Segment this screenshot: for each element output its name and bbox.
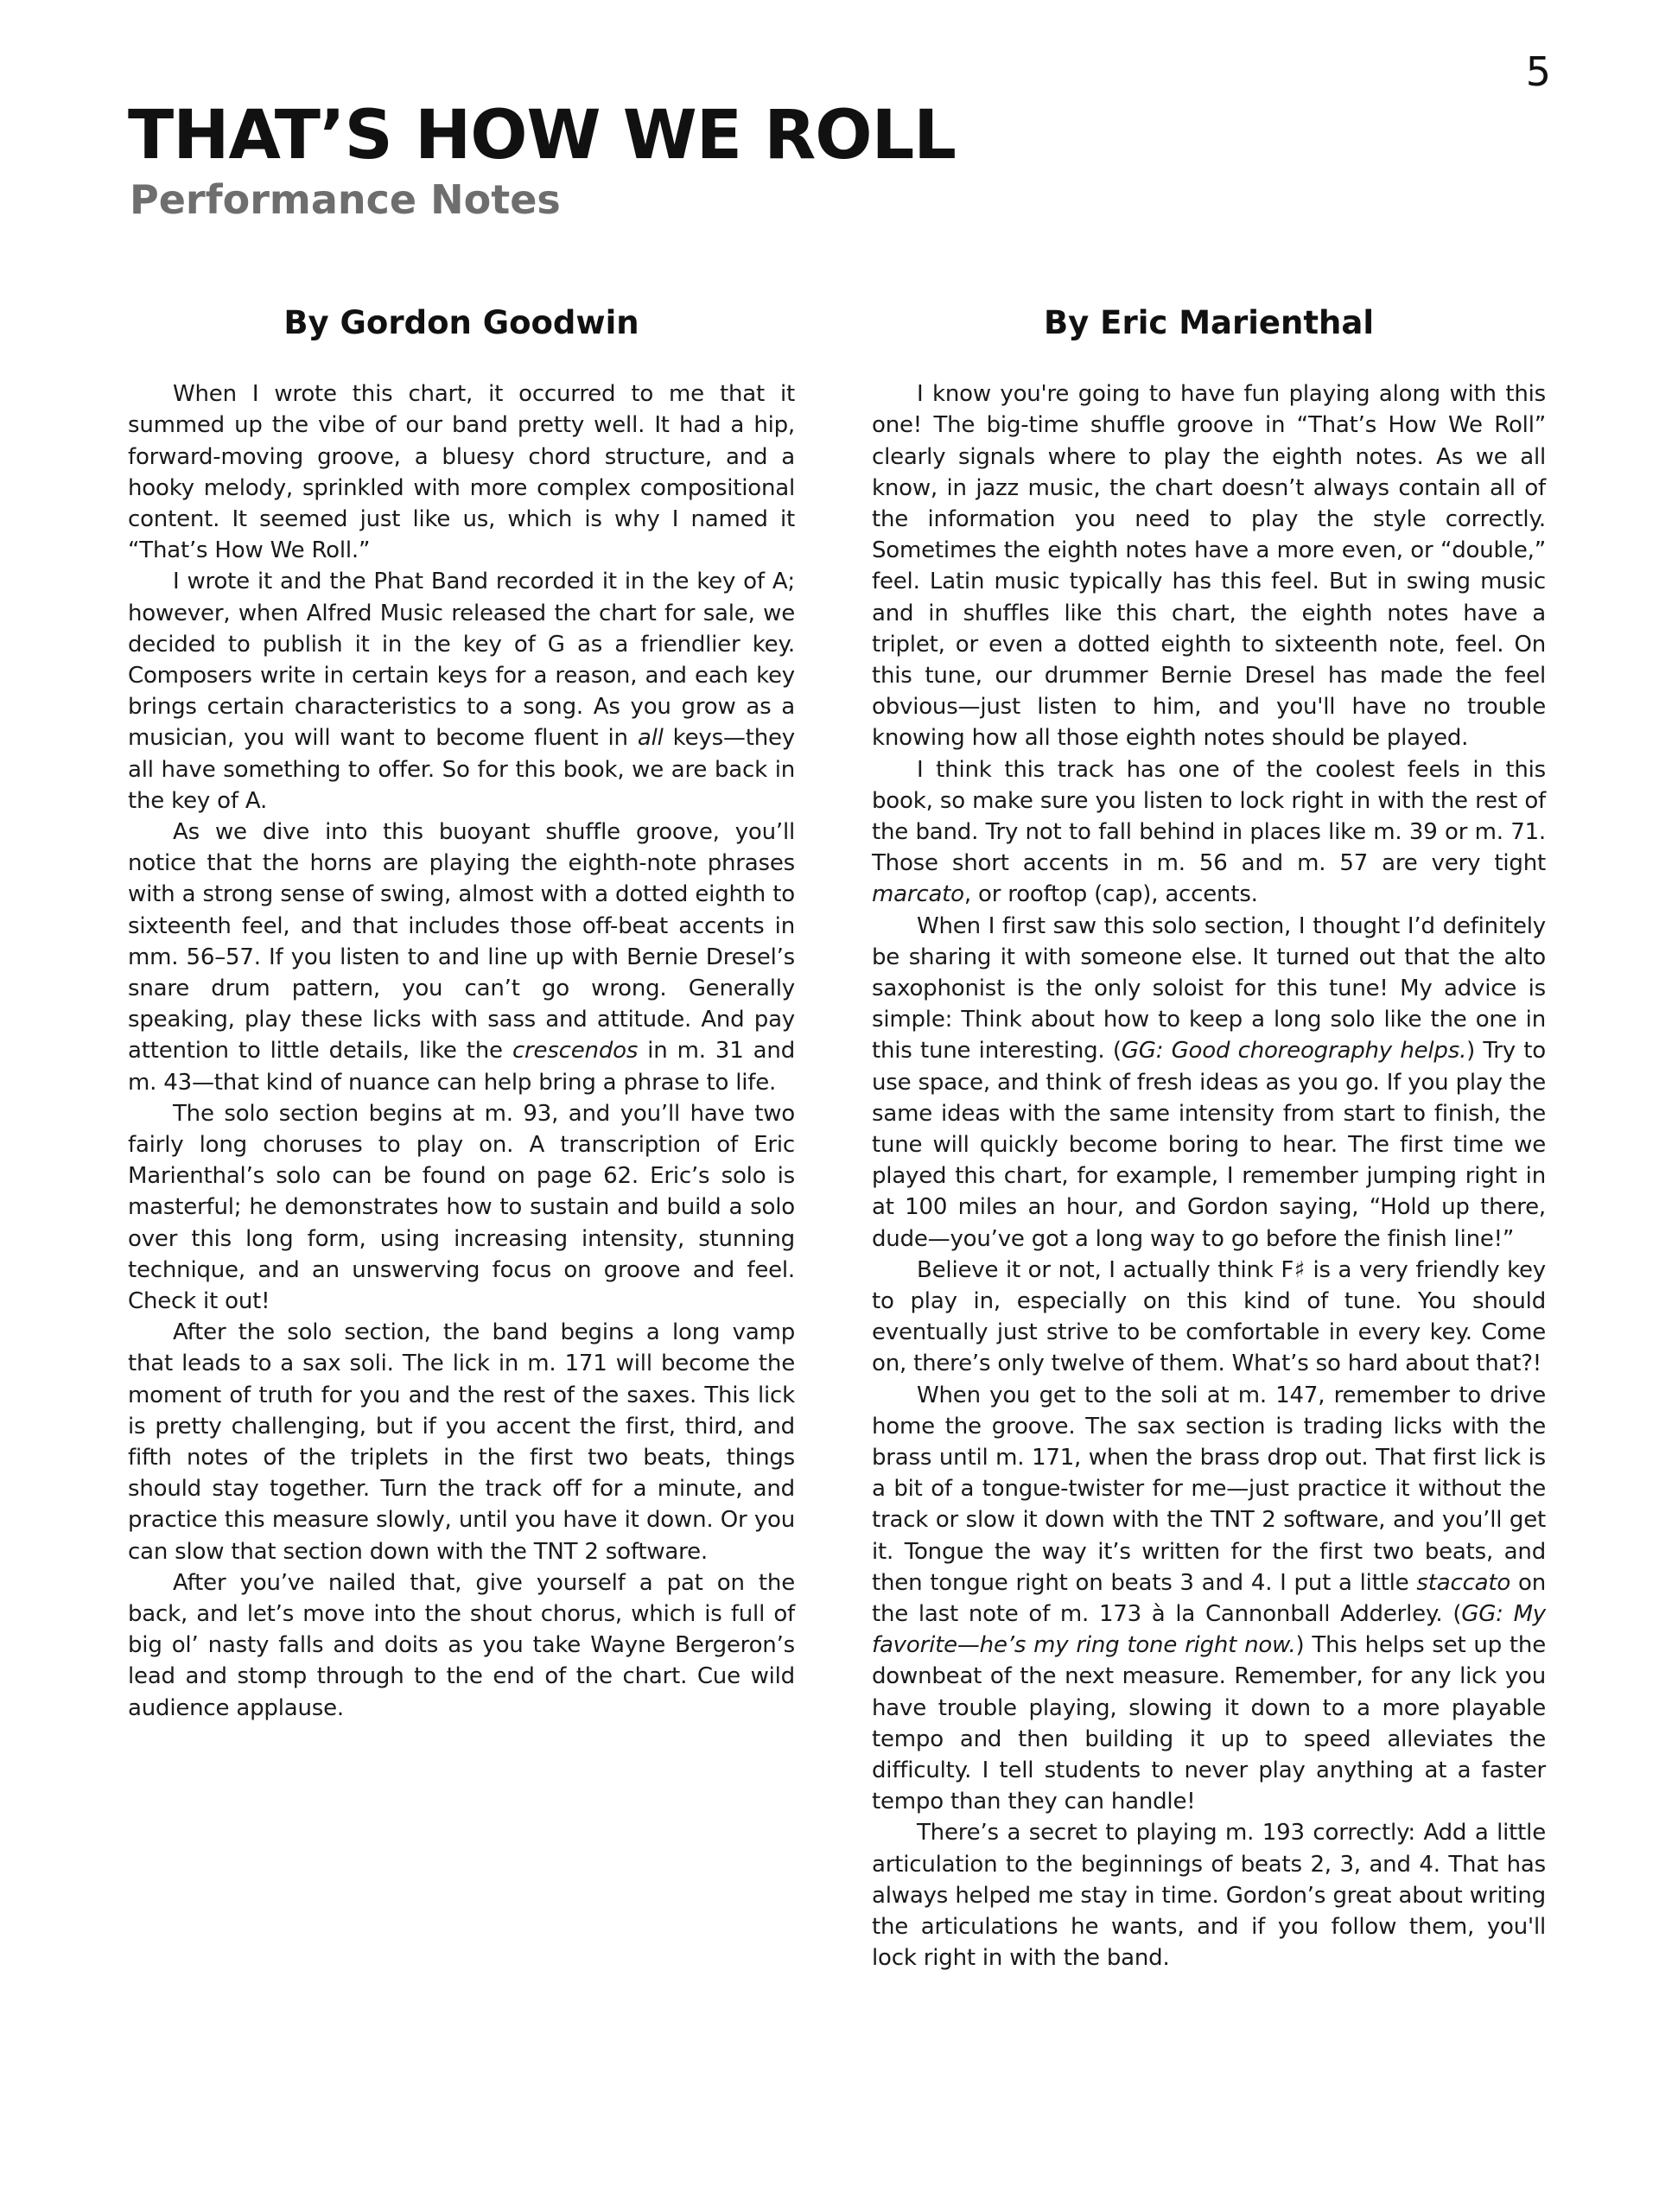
paragraph: There’s a secret to playing m. 193 correctly: Add a little articulation to the beginnings of beats 2, 3, and 4. That has always helped me stay in time. Gordon’s great about writing the articulations he wants, and if you follow them, you'll lock right in with the band. [872, 1820, 1546, 1972]
italic-text: GG: My favorite—he’s my ring tone right now. [872, 1601, 1546, 1659]
italic-text: staccato [1416, 1569, 1511, 1596]
paragraph: When I wrote this chart, it occurred to me that it summed up the vibe of our band pretty well. It had a hip, forward-moving groove, a bluesy chord structure, and a hooky melody, sprinkled with more complex compositional content. It seemed just like us, which is why I named it “That’s How We Roll.” [128, 381, 795, 564]
page-title: THAT’S HOW WE ROLL [128, 97, 956, 175]
page-number: 5 [1525, 48, 1552, 95]
right-column-body [872, 378, 1546, 1974]
paragraph: After the solo section, the band begins a long vamp that leads to a sax soli. The lick in m. 171 will become the moment of truth for you and the rest of the saxes. This lick is pretty challenging, but if you accent the first, third, and fifth notes of the triplets in the first two beats, things should stay together. Turn the track off for a minute, and practice this measure slowly, until you have it down. Or you can slow that section down with the TNT 2 software. [128, 1319, 795, 1565]
paragraph: As we dive into this buoyant shuffle groove, you’ll notice that the horns are playing the eighth-note phrases with a strong sense of swing, almost with a dotted eighth to sixteenth feel, and that includes those off-beat accents in mm. 56–57. If you listen to and line up with Bernie Dresel’s snare drum pattern, you can’t go wrong. Generally speaking, play these licks with sass and attitude. And pay attention to little details, like the crescendos in m. 31 and m. 43—that kind of nuance can help bring a phrase to life. [128, 818, 795, 1096]
left-column-body [128, 378, 795, 1724]
page-subtitle: Performance Notes [130, 176, 561, 223]
paragraph: Believe it or not, I actually think F♯ is a very friendly key to play in, especially on this kind of tune. You should eventually just strive to be comfortable in every key. Come on, there’s only twelve of them. What’s so hard about that?! [872, 1256, 1546, 1377]
byline-gordon-goodwin: By Gordon Goodwin [283, 304, 639, 341]
paragraph: I think this track has one of the coolest feels in this book, so make sure you listen to lock right in with the rest of the band. Try not to fall behind in places like m. 39 or m. 71. Those short accents in m. 56 and m. 57 are very tight marcato, or rooftop (cap), accents. [872, 756, 1546, 908]
paragraph: When I first saw this solo section, I thought I’d definitely be sharing it with someone else. It turned out that the alto saxophonist is the only soloist for this tune! My advice is simple: Think about how to keep a long solo like the one in this tune interesting. (GG: Good choreography helps.) Try to use space, and think of fresh ideas as you go. If you play the same ideas with the same intensity from start to finish, the tune will quickly become boring to hear. The first time we played this chart, for example, I remember jumping right in at 100 miles an hour, and Gordon saying, “Hold up there, dude—you’ve got a long way to go before the finish line!” [872, 912, 1547, 1252]
italic-text: all [637, 725, 664, 752]
italic-text: marcato [872, 881, 964, 908]
italic-text: GG: Good choreography helps. [1121, 1038, 1467, 1065]
paragraph: I know you're going to have fun playing along with this one! The big-time shuffle groove in “That’s How We Roll” clearly signals where to play the eighth notes. As we all know, in jazz music, the chart doesn’t always contain all of the information you need to play the style correctly. Sometimes the eighth notes have a more even, or “double,” feel. Latin music typically has this feel. But in swing music and in shuffles like this chart, the eighth notes have a triplet, or even a dotted eighth to sixteenth note, feel. On this tune, our drummer Bernie Dresel has made the feel obvious—just listen to him, and you'll have no trouble knowing how all those eighth notes should be played. [872, 381, 1546, 752]
left-column [128, 302, 795, 1724]
paragraph: I wrote it and the Phat Band recorded it in the key of A; however, when Alfred Music released the chart for sale, we decided to publish it in the key of G as a friendlier key. Composers write in certain keys for a reason, and each key brings certain characteristics to a song. As you grow as a musician, you will want to become fluent in all keys—they all have something to offer. So for this book, we are back in the key of A. [128, 569, 795, 814]
right-column [872, 302, 1546, 1974]
paragraph: The solo section begins at m. 93, and you’ll have two fairly long choruses to play on. A transcription of Eric Marienthal’s solo can be found on page 62. Eric’s solo is masterful; he demonstrates how to sustain and build a solo over this long form, using increasing intensity, stunning technique, and an unswerving focus on groove and feel. Check it out! [128, 1100, 795, 1314]
paragraph: After you’ve nailed that, give yourself a pat on the back, and let’s move into the shout chorus, which is full of big ol’ nasty falls and doits as you take Wayne Bergeron’s lead and stomp through to the end of the chart. Cue wild audience applause. [128, 1569, 795, 1721]
italic-text: crescendos [512, 1038, 639, 1065]
paragraph: When you get to the soli at m. 147, remember to drive home the groove. The sax section is trading licks with the brass until m. 171, when the brass drop out. That first lick is a bit of a tongue-twister for me—just practice it without the track or slow it down with the TNT 2 software, and you’ll get it. Tongue the way it’s written for the first two beats, and then tongue right on beats 3 and 4. I put a little staccato on the last note of m. 173 à la Cannonball Adderley. (GG: My favorite—he’s my ring tone right now.) This helps set up the downbeat of the next measure. Remember, for any lick you have trouble playing, slowing it down to a more playable tempo and then building it up to speed alleviates the difficulty. I tell students to never play anything at a faster tempo than they can handle! [872, 1382, 1546, 1815]
byline-eric-marienthal: By Eric Marienthal [1043, 304, 1375, 341]
